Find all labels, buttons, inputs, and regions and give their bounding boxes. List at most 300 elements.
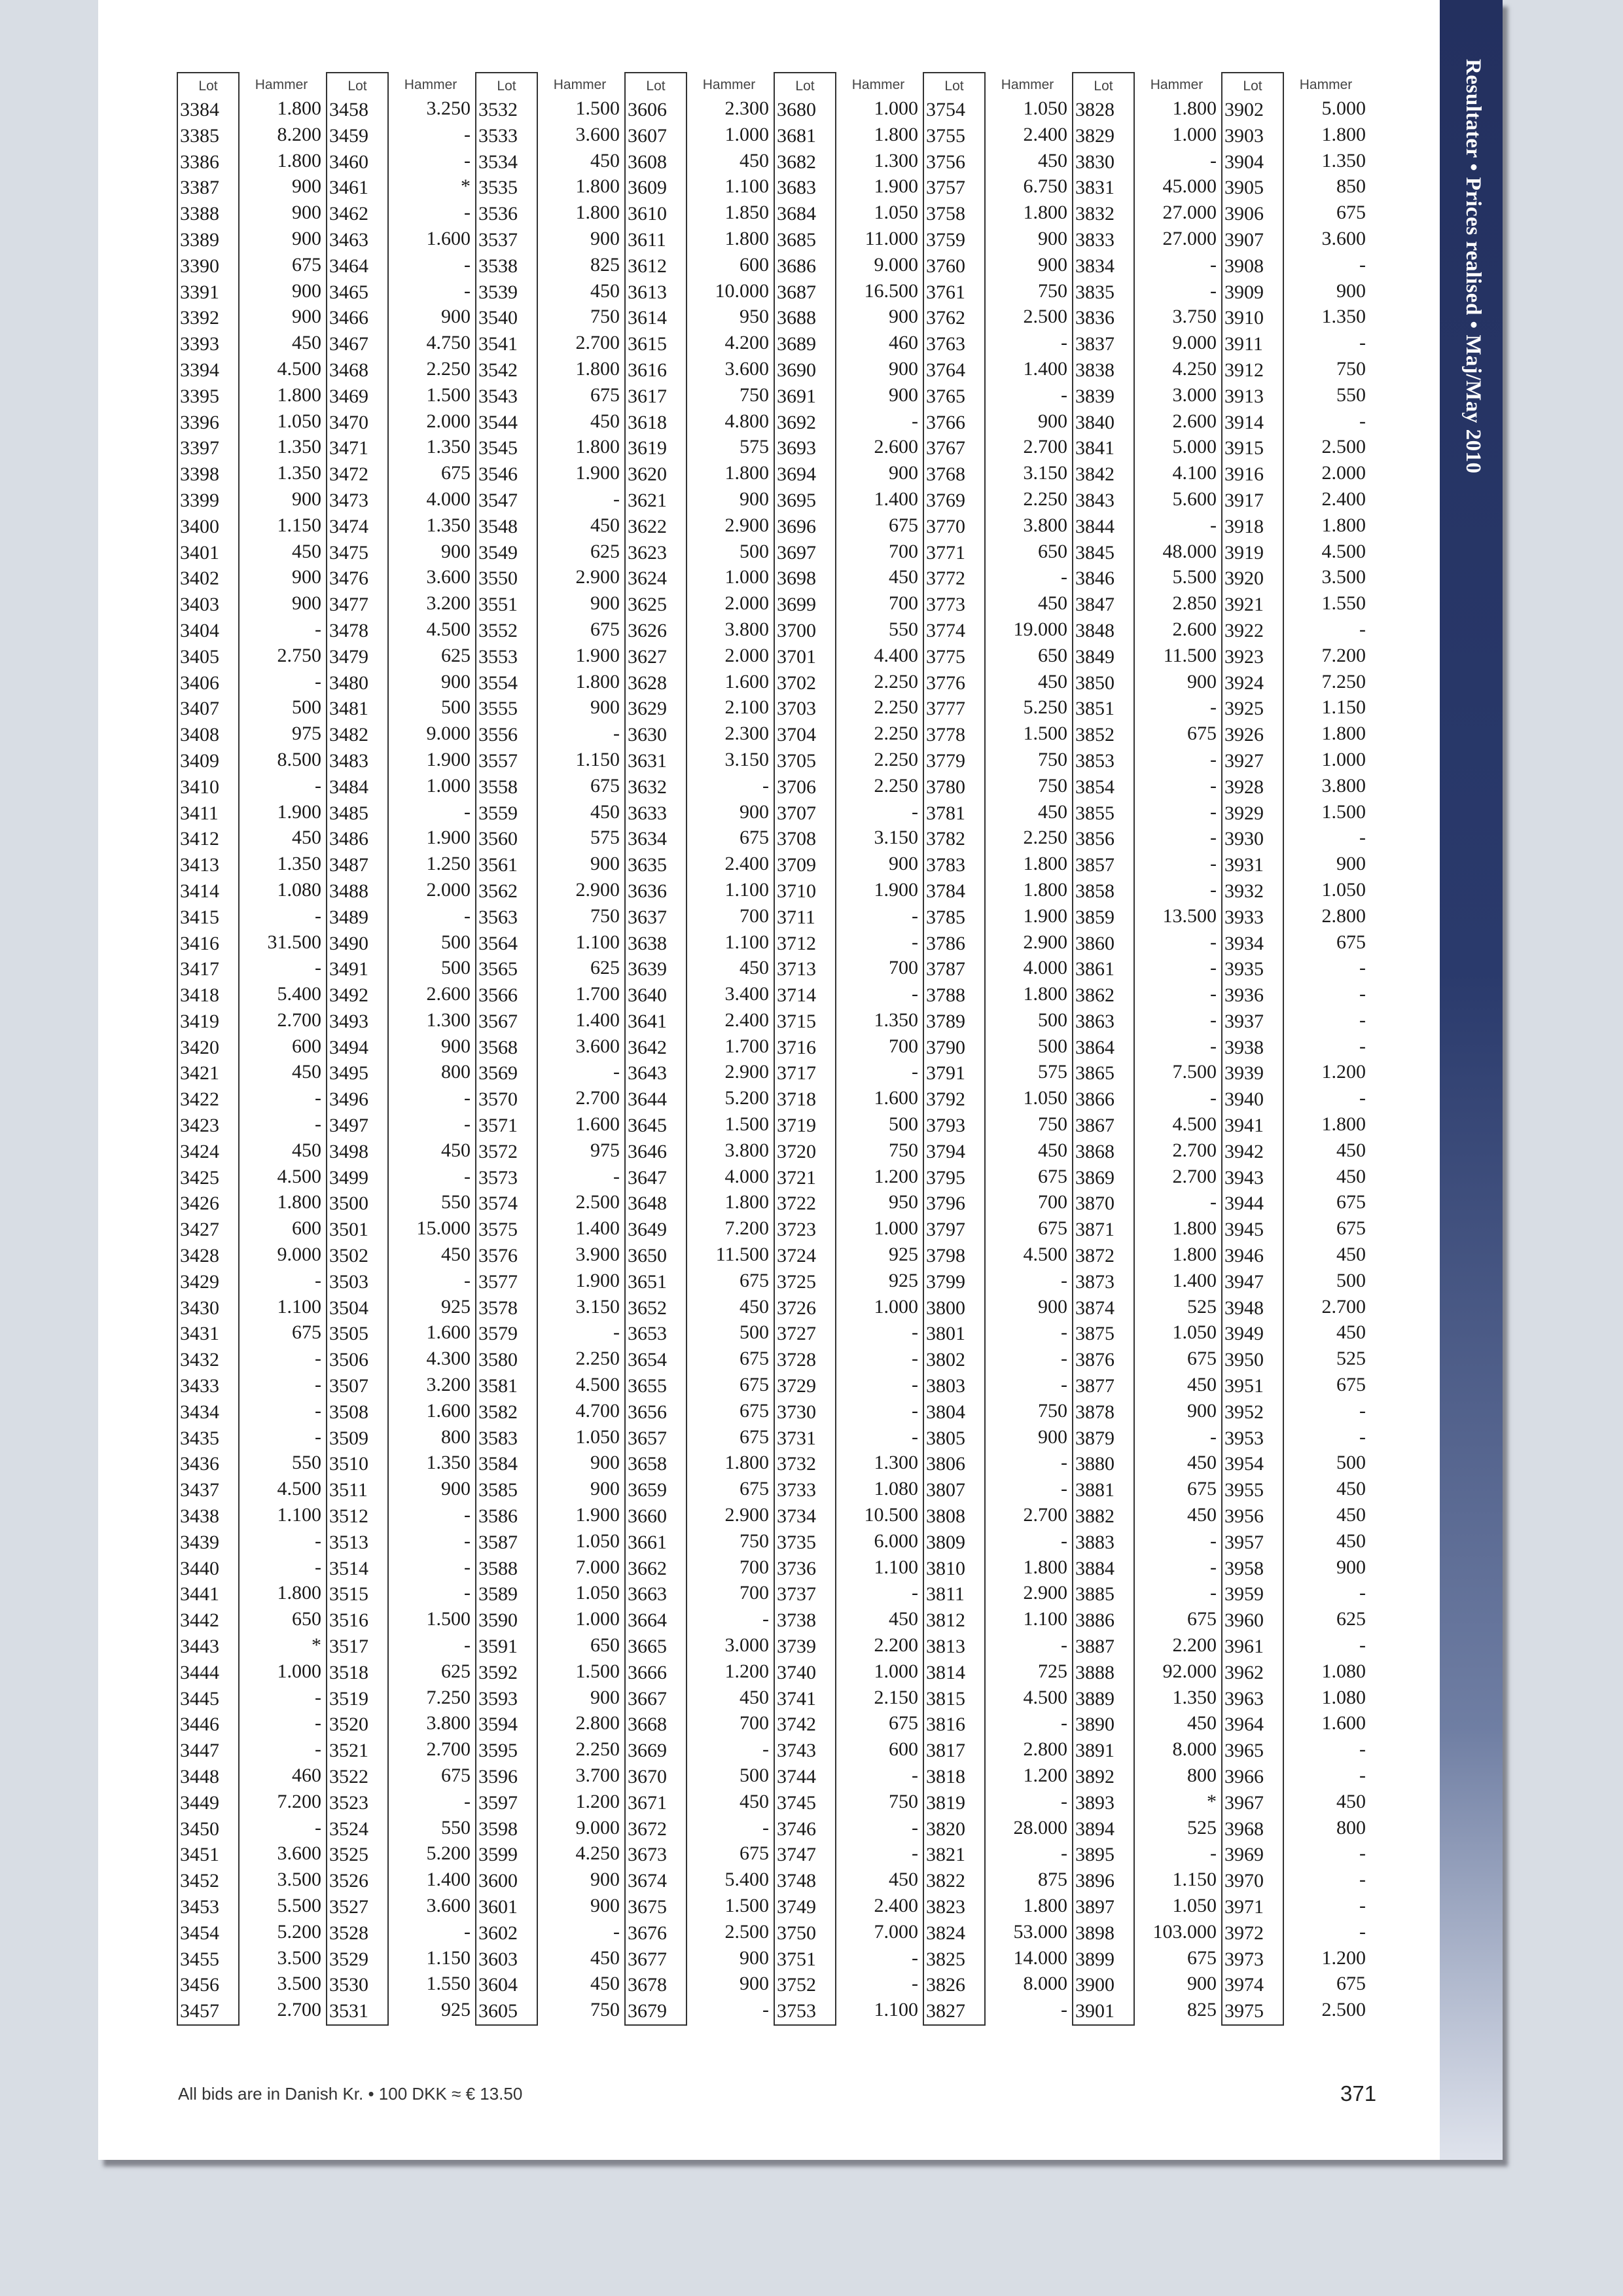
hammer-price: 5.200 — [724, 1087, 769, 1109]
lot-number: 3423 — [180, 1115, 219, 1137]
lot-number: 3520 — [329, 1713, 368, 1736]
lot-number: 3818 — [926, 1766, 965, 1787]
hammer-price: - — [1359, 1842, 1366, 1865]
lot-number: 3440 — [180, 1557, 219, 1579]
hammer-price: 450 — [1187, 1452, 1217, 1474]
lot-number: 3811 — [926, 1583, 965, 1605]
lot-number: 3840 — [1075, 411, 1115, 433]
lot-number: 3794 — [926, 1140, 965, 1162]
lot-number: 3467 — [329, 333, 368, 355]
lot-number: 3896 — [1075, 1870, 1115, 1892]
lot-number: 3638 — [628, 932, 667, 954]
lot-number: 3480 — [329, 672, 368, 694]
lot-number: 3973 — [1224, 1948, 1264, 1970]
hammer-price: 675 — [1187, 1608, 1217, 1630]
hammer-price: 450 — [889, 1869, 918, 1891]
hammer-price: 750 — [740, 384, 769, 406]
lot-number: 3502 — [329, 1245, 368, 1267]
lot-number: 3651 — [628, 1270, 667, 1293]
lot-number: 3656 — [628, 1401, 667, 1423]
lot-number: 3933 — [1224, 906, 1264, 928]
hammer-price: 1.500 — [426, 1608, 471, 1630]
lot-number: 3523 — [329, 1791, 368, 1814]
lot-number: 3907 — [1224, 228, 1264, 251]
lot-number: 3442 — [180, 1609, 219, 1632]
lot-number: 3504 — [329, 1297, 368, 1319]
lot-number: 3666 — [628, 1661, 667, 1683]
lot-number: 3570 — [478, 1088, 518, 1111]
lot-number: 3653 — [628, 1323, 667, 1345]
lot-number: 3816 — [926, 1713, 965, 1736]
hammer-price: 450 — [1038, 800, 1067, 823]
lot-number: 3417 — [180, 958, 219, 980]
hammer-price: 675 — [740, 1399, 769, 1422]
lot-number: 3384 — [180, 99, 219, 120]
hammer-price: 2.500 — [1321, 1999, 1366, 2021]
hammer-price: - — [1210, 1582, 1217, 1604]
hammer-price: - — [762, 1999, 769, 2021]
lot-number: 3612 — [628, 255, 667, 277]
lot-number: 3963 — [1224, 1687, 1264, 1710]
hammer-price: - — [613, 723, 620, 745]
lot-number: 3799 — [926, 1270, 965, 1293]
lot-number: 3433 — [180, 1375, 219, 1397]
lot-number: 3561 — [478, 854, 518, 876]
hammer-price: 5.000 — [1172, 436, 1217, 458]
lot-number: 3474 — [329, 515, 368, 537]
lot-number: 3813 — [926, 1636, 965, 1658]
lot-number: 3848 — [1075, 619, 1115, 641]
lot-number: 3567 — [478, 1010, 518, 1032]
lot-column — [624, 72, 687, 2026]
hammer-price: 1.400 — [426, 1869, 471, 1891]
lot-number: 3721 — [777, 1166, 816, 1189]
hammer-column — [240, 72, 323, 2026]
hammer-price: - — [1061, 1842, 1067, 1865]
lot-number: 3970 — [1224, 1870, 1264, 1892]
hammer-price: 1.080 — [1321, 1660, 1366, 1682]
hammer-price: 500 — [441, 957, 471, 979]
hammer-price: 2.700 — [575, 1087, 620, 1109]
hammer-price: 900 — [441, 1035, 471, 1057]
lot-number: 3858 — [1075, 880, 1115, 902]
lot-number: 3800 — [926, 1297, 965, 1319]
lot-number: 3917 — [1224, 489, 1264, 511]
lot-number: 3768 — [926, 463, 965, 486]
hammer-price: 9.000 — [575, 1816, 620, 1839]
hammer-price: 900 — [1187, 1973, 1217, 1995]
lot-number: 3805 — [926, 1427, 965, 1449]
hammer-price: 900 — [1336, 279, 1366, 302]
lot-number: 3733 — [777, 1479, 816, 1501]
hammer-price: 7.000 — [575, 1556, 620, 1578]
lot-number: 3747 — [777, 1844, 816, 1866]
hammer-price: - — [315, 1113, 321, 1136]
hammer-price: 675 — [1336, 1217, 1366, 1240]
hammer-price: - — [464, 800, 471, 823]
lot-number: 3843 — [1075, 489, 1115, 511]
lot-number: 3454 — [180, 1922, 219, 1944]
lot-number: 3460 — [329, 151, 368, 173]
lot-number: 3633 — [628, 802, 667, 824]
hammer-price: 450 — [1336, 1478, 1366, 1500]
hammer-price: 800 — [1187, 1765, 1217, 1786]
hammer-price: 675 — [740, 1348, 769, 1370]
lot-number: 3790 — [926, 1036, 965, 1058]
hammer-price: - — [315, 1269, 321, 1291]
hammer-price: - — [464, 1582, 471, 1604]
lot-number: 3581 — [478, 1375, 518, 1397]
hammer-price: 625 — [1336, 1608, 1366, 1630]
hammer-price: 450 — [1038, 1139, 1067, 1161]
lot-number: 3681 — [777, 124, 816, 147]
hammer-price: 4.400 — [874, 644, 918, 666]
hammer-column — [986, 72, 1069, 2026]
lot-number: 3795 — [926, 1166, 965, 1189]
lot-number: 3788 — [926, 984, 965, 1007]
hammer-price: 92.000 — [1162, 1660, 1217, 1682]
lot-number: 3430 — [180, 1297, 219, 1319]
hammer-price: - — [1359, 618, 1366, 640]
hammer-price: - — [464, 1113, 471, 1136]
lot-number: 3786 — [926, 932, 965, 954]
hammer-price: 1.350 — [426, 514, 471, 536]
lot-number: 3775 — [926, 645, 965, 668]
hammer-price: 1.150 — [1172, 1869, 1217, 1891]
hammer-price: 2.250 — [874, 723, 918, 745]
lot-number: 3453 — [180, 1895, 219, 1918]
lot-number: 3627 — [628, 645, 667, 668]
hammer-price: 750 — [740, 1530, 769, 1552]
lot-number: 3414 — [180, 880, 219, 902]
hammer-price: 450 — [1336, 1790, 1366, 1812]
hammer-price: 1.200 — [1321, 1946, 1366, 1969]
lot-number: 3482 — [329, 724, 368, 746]
hammer-price: - — [912, 1582, 918, 1604]
hammer-price: 675 — [1038, 1165, 1067, 1187]
lot-number: 3828 — [1075, 99, 1115, 120]
hammer-price: 2.300 — [724, 98, 769, 119]
lot-number: 3714 — [777, 984, 816, 1007]
hammer-price: 500 — [292, 696, 321, 719]
hammer-price: 450 — [740, 1295, 769, 1318]
lot-number: 3931 — [1224, 854, 1264, 876]
lot-number: 3458 — [329, 99, 368, 120]
lot-column — [774, 72, 836, 2026]
lot-number: 3557 — [478, 749, 518, 772]
hammer-price: 925 — [441, 1999, 471, 2021]
hammer-price: 4.000 — [426, 488, 471, 510]
hammer-price: 675 — [292, 1321, 321, 1344]
hammer-price: 675 — [740, 1374, 769, 1396]
lot-number: 3700 — [777, 619, 816, 641]
hammer-price: 3.500 — [1321, 566, 1366, 588]
hammer-price: 1.400 — [1172, 1269, 1217, 1291]
hammer-price: 900 — [441, 540, 471, 562]
lot-number: 3903 — [1224, 124, 1264, 147]
hammer-price: 1.200 — [575, 1790, 620, 1812]
hammer-price: 48.000 — [1162, 540, 1217, 562]
hammer-price: 1.900 — [874, 175, 918, 198]
lot-header: Lot — [1094, 79, 1113, 94]
hammer-price: 1.100 — [1023, 1608, 1067, 1630]
lot-number: 3535 — [478, 177, 518, 199]
hammer-price: - — [912, 1348, 918, 1370]
hammer-price: 2.400 — [1321, 488, 1366, 510]
lot-number: 3555 — [478, 698, 518, 720]
lot-number: 3863 — [1075, 1010, 1115, 1032]
lot-number: 3616 — [628, 359, 667, 381]
lot-number: 3961 — [1224, 1636, 1264, 1658]
lot-number: 3586 — [478, 1505, 518, 1528]
lot-number: 3590 — [478, 1609, 518, 1632]
hammer-price: 1.800 — [575, 357, 620, 380]
hammer-price: 675 — [1187, 1348, 1217, 1370]
hammer-price: 750 — [1038, 774, 1067, 797]
lot-number: 3516 — [329, 1609, 368, 1632]
lot-number: 3412 — [180, 828, 219, 850]
hammer-price: 1.000 — [575, 1608, 620, 1630]
lot-number: 3905 — [1224, 177, 1264, 199]
hammer-price: - — [912, 1973, 918, 1995]
lot-number: 3857 — [1075, 854, 1115, 876]
lot-number: 3729 — [777, 1375, 816, 1397]
hammer-price: - — [1210, 696, 1217, 719]
hammer-price: 2.700 — [1023, 1504, 1067, 1526]
hammer-price: 1.550 — [1321, 592, 1366, 615]
lot-number: 3562 — [478, 880, 518, 902]
hammer-price: 2.900 — [724, 1504, 769, 1526]
hammer-price: 900 — [292, 227, 321, 249]
lot-number: 3635 — [628, 854, 667, 876]
lot-number: 3408 — [180, 724, 219, 746]
lot-number: 3566 — [478, 984, 518, 1007]
lot-number: 3829 — [1075, 124, 1115, 147]
hammer-price: 15.000 — [416, 1217, 471, 1240]
hammer-price: - — [1210, 878, 1217, 901]
lot-number: 3926 — [1224, 724, 1264, 746]
hammer-price: - — [1061, 1452, 1067, 1474]
lot-number: 3462 — [329, 203, 368, 225]
hammer-price: 2.900 — [575, 878, 620, 901]
hammer-price: 675 — [740, 1269, 769, 1291]
lot-number: 3697 — [777, 541, 816, 564]
hammer-price: 1.050 — [1023, 98, 1067, 119]
hammer-price: 1.100 — [874, 1999, 918, 2021]
hammer-price: 550 — [441, 1816, 471, 1839]
lot-number: 3528 — [329, 1922, 368, 1944]
lot-number: 3403 — [180, 594, 219, 616]
lot-number: 3396 — [180, 411, 219, 433]
hammer-price: 450 — [292, 1139, 321, 1161]
hammer-price: 675 — [1336, 1191, 1366, 1213]
hammer-price: 14.000 — [1013, 1946, 1067, 1969]
lot-header: Lot — [198, 79, 218, 94]
hammer-price: 2.250 — [874, 748, 918, 770]
lot-number: 3568 — [478, 1036, 518, 1058]
hammer-price: 675 — [1038, 1217, 1067, 1240]
lot-number: 3605 — [478, 2000, 518, 2022]
hammer-price: - — [912, 1321, 918, 1344]
lot-number: 3574 — [478, 1193, 518, 1215]
hammer-price: 750 — [889, 1790, 918, 1812]
hammer-price: 1.800 — [1172, 1217, 1217, 1240]
hammer-price: - — [1210, 1842, 1217, 1865]
hammer-price: 450 — [590, 1973, 620, 1995]
lot-number: 3712 — [777, 932, 816, 954]
lot-number: 3652 — [628, 1297, 667, 1319]
hammer-price: 1.350 — [1172, 1686, 1217, 1708]
lot-number: 3676 — [628, 1922, 667, 1944]
hammer-price: - — [912, 1842, 918, 1865]
hammer-price: 500 — [1336, 1452, 1366, 1474]
lot-number: 3765 — [926, 385, 965, 407]
lot-number: 3962 — [1224, 1661, 1264, 1683]
hammer-price: 2.500 — [1321, 436, 1366, 458]
lot-number: 3738 — [777, 1609, 816, 1632]
lot-number: 3746 — [777, 1818, 816, 1840]
hammer-column — [1135, 72, 1219, 2026]
lot-header: Lot — [348, 79, 367, 94]
lot-number: 3870 — [1075, 1193, 1115, 1215]
lot-number: 3692 — [777, 411, 816, 433]
lot-number: 3521 — [329, 1740, 368, 1762]
hammer-price: 900 — [1336, 1556, 1366, 1578]
lot-number: 3636 — [628, 880, 667, 902]
hammer-price: - — [315, 957, 321, 979]
hammer-header: Hammer — [702, 77, 756, 92]
hammer-price: 900 — [590, 1452, 620, 1474]
lot-number: 3835 — [1075, 281, 1115, 303]
hammer-price: 2.250 — [874, 696, 918, 719]
lot-number: 3723 — [777, 1219, 816, 1241]
lot-number: 3617 — [628, 385, 667, 407]
hammer-price: 1.800 — [1023, 983, 1067, 1005]
lot-column — [326, 72, 389, 2026]
lot-number: 3694 — [777, 463, 816, 486]
lot-number: 3708 — [777, 828, 816, 850]
hammer-price: - — [1061, 1712, 1067, 1734]
lot-number: 3748 — [777, 1870, 816, 1892]
hammer-price: 1.000 — [874, 98, 918, 119]
lot-number: 3745 — [777, 1791, 816, 1814]
hammer-price: 2.250 — [575, 1738, 620, 1761]
hammer-price: - — [1061, 1374, 1067, 1396]
lot-number: 3674 — [628, 1870, 667, 1892]
lot-number: 3751 — [777, 1948, 816, 1970]
lot-number: 3942 — [1224, 1140, 1264, 1162]
lot-number: 3491 — [329, 958, 368, 980]
lot-number: 3935 — [1224, 958, 1264, 980]
lot-number: 3409 — [180, 749, 219, 772]
hammer-price: 3.150 — [575, 1295, 620, 1318]
hammer-price: 103.000 — [1152, 1920, 1217, 1943]
lot-number: 3543 — [478, 385, 518, 407]
lot-number: 3679 — [628, 2000, 667, 2022]
lot-number: 3434 — [180, 1401, 219, 1423]
hammer-price: 2.900 — [724, 1061, 769, 1083]
hammer-price: - — [464, 1269, 471, 1291]
lot-number: 3906 — [1224, 203, 1264, 225]
hammer-price: 1.900 — [1023, 905, 1067, 927]
lot-number: 3435 — [180, 1427, 219, 1449]
lot-number: 3731 — [777, 1427, 816, 1449]
lot-number: 3402 — [180, 567, 219, 590]
lot-number: 3647 — [628, 1166, 667, 1189]
lot-number: 3513 — [329, 1531, 368, 1553]
hammer-price: - — [1359, 253, 1366, 276]
hammer-price: 900 — [292, 592, 321, 615]
lot-number: 3960 — [1224, 1609, 1264, 1632]
hammer-price: 750 — [1038, 1399, 1067, 1422]
lot-group — [624, 72, 771, 2026]
hammer-price: 1.350 — [426, 436, 471, 458]
lot-number: 3642 — [628, 1036, 667, 1058]
hammer-price: 7.000 — [874, 1920, 918, 1943]
lot-number: 3628 — [628, 672, 667, 694]
lot-number: 3754 — [926, 99, 965, 120]
lot-number: 3742 — [777, 1713, 816, 1736]
lot-number: 3542 — [478, 359, 518, 381]
hammer-price: 900 — [292, 279, 321, 302]
hammer-price: - — [912, 1426, 918, 1448]
lot-number: 3796 — [926, 1193, 965, 1215]
lot-number: 3752 — [777, 1974, 816, 1996]
hammer-price: 650 — [590, 1634, 620, 1657]
lot-number: 3560 — [478, 828, 518, 850]
lot-number: 3809 — [926, 1531, 965, 1553]
lot-number: 3424 — [180, 1140, 219, 1162]
hammer-price: 900 — [441, 670, 471, 692]
hammer-price: - — [464, 1920, 471, 1943]
lot-number: 3456 — [180, 1974, 219, 1996]
hammer-price: 2.150 — [874, 1686, 918, 1708]
hammer-price: 2.700 — [277, 1999, 321, 2021]
hammer-price: 975 — [590, 1139, 620, 1161]
lot-number: 3838 — [1075, 359, 1115, 381]
lot-number: 3823 — [926, 1895, 965, 1918]
hammer-price: 550 — [889, 618, 918, 640]
hammer-price: 3.600 — [724, 357, 769, 380]
hammer-price: 700 — [889, 957, 918, 979]
lot-number: 3975 — [1224, 2000, 1264, 2022]
lot-number: 3550 — [478, 567, 518, 590]
lot-number: 3439 — [180, 1531, 219, 1553]
lot-number: 3922 — [1224, 619, 1264, 641]
lot-group — [475, 72, 622, 2026]
lot-number: 3969 — [1224, 1844, 1264, 1866]
lot-number: 3762 — [926, 307, 965, 329]
lot-number: 3710 — [777, 880, 816, 902]
lot-number: 3875 — [1075, 1323, 1115, 1345]
lot-number: 3643 — [628, 1062, 667, 1085]
hammer-price: 5.200 — [426, 1842, 471, 1865]
hammer-price: - — [1359, 1087, 1366, 1109]
hammer-price: 4.100 — [1172, 462, 1217, 484]
lot-number: 3971 — [1224, 1895, 1264, 1918]
lot-number: 3845 — [1075, 541, 1115, 564]
hammer-price: - — [912, 800, 918, 823]
hammer-price: 750 — [1038, 748, 1067, 770]
hammer-price: 2.800 — [1321, 905, 1366, 927]
hammer-price: - — [912, 1374, 918, 1396]
lot-number: 3950 — [1224, 1349, 1264, 1371]
hammer-price: 2.850 — [1172, 592, 1217, 615]
lot-number: 3713 — [777, 958, 816, 980]
lot-number: 3477 — [329, 594, 368, 616]
hammer-price: 600 — [889, 1738, 918, 1761]
hammer-price: - — [315, 1374, 321, 1396]
